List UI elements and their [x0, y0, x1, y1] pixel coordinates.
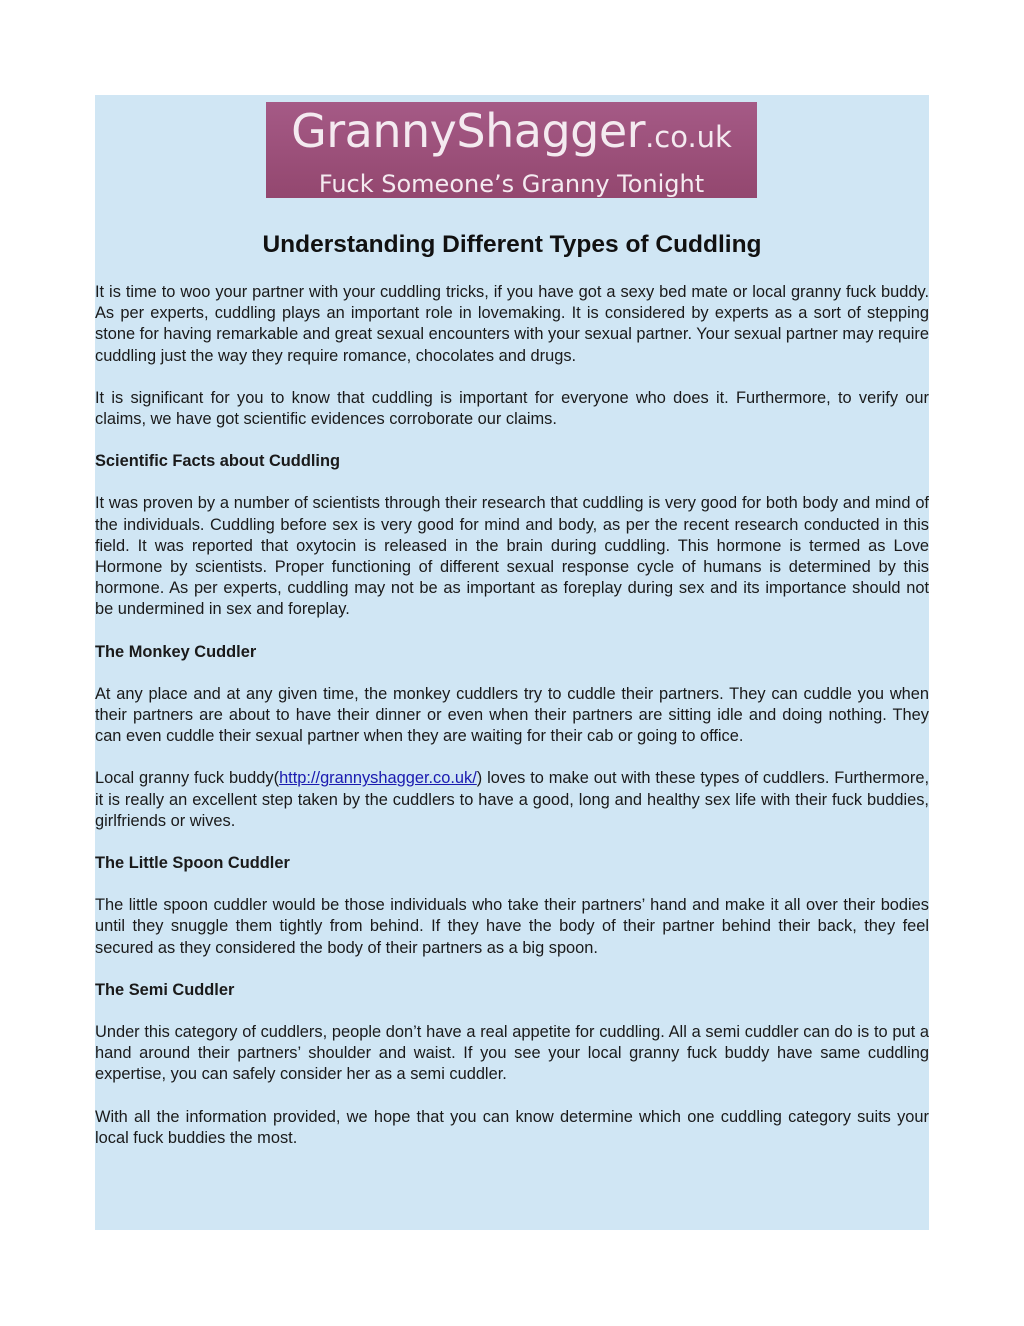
scientific-facts-paragraph: It was proven by a number of scientists through their research that cuddling is very good for both body and mind of the individuals. Cuddling before sex is very good for mind and body, as per the recent research conducted in this field. It was reported that oxytocin is released in the brain during cuddling. This hormone is termed as Love Hormone by scientists. Proper functioning of different sexual response cycle of humans is determined by this hormone. As per experts, cuddling may not be as important as foreplay during sex and its importance should not be undermined in sex and foreplay.	[95, 494, 929, 619]
intro-paragraph-1: It is time to woo your partner with your cuddling tricks, if you have got a sexy bed mate or local granny fuck buddy. As per experts, cuddling plays an important role in lovemaking. It is considered by experts as a sort of stepping stone for having remarkable and great sexual encounters with your sexual partner. Your sexual partner may require cuddling just the way they require romance, chocolates and drugs.	[95, 283, 929, 365]
heading-little-spoon-cuddler: The Little Spoon Cuddler	[95, 854, 290, 873]
document-title: Understanding Different Types of Cuddling	[262, 231, 762, 258]
heading-monkey-cuddler: The Monkey Cuddler	[95, 642, 257, 661]
link-trail-text: ) loves to make out with these types of cuddlers. Furthermore, it is really an excellent step taken by the cuddlers to have a good, long and healthy sex life with their fuck buddies, girlfriends or wives.	[95, 769, 929, 830]
intro-paragraph-2: It is significant for you to know that cuddling is important for everyone who does it. Furthermore, to verify our claims, we have got scientific evidences corroborate our claims.	[95, 388, 929, 429]
semi-cuddler-paragraph: Under this category of cuddlers, people don’t have a real appetite for cuddling. All a semi cuddler can do is to put a hand around their partners’ shoulder and waist. If you see your local granny fuck buddy have same cuddling expertise, you can safely consider her as a semi cuddler.	[95, 1023, 929, 1084]
logo-tagline: Fuck Someone’s Granny Tonight	[318, 170, 705, 198]
monkey-cuddler-paragraph: At any place and at any given time, the monkey cuddlers try to cuddle their partners. They can cuddle you when their partners are about to have their dinner or even when their partners are sitting idle and doing nothing. They can even cuddle their sexual partner when they are waiting for their cab or going to office.	[95, 684, 929, 746]
heading-scientific-facts: Scientific Facts about Cuddling	[95, 452, 340, 471]
link-lead-text: Local granny fuck buddy(	[95, 769, 280, 788]
logo-domain: .co.uk	[645, 120, 732, 154]
granny-buddy-paragraph	[95, 768, 929, 832]
heading-semi-cuddler: The Semi Cuddler	[95, 980, 235, 999]
site-logo-banner	[266, 102, 757, 198]
little-spoon-paragraph: The little spoon cuddler would be those individuals who take their partners’ hand and make it all over their bodies until they snuggle them tightly from behind. If they have the body of their partner behind their back, they feel secured as they considered the body of their partners as a big spoon.	[95, 896, 929, 957]
document-body	[95, 227, 929, 1149]
closing-paragraph: With all the information provided, we hope that you can know determine which one cuddling category suits your local fuck buddies the most.	[95, 1107, 929, 1147]
site-link[interactable]: http://grannyshagger.co.uk/	[279, 769, 477, 788]
logo-name: GrannyShagger	[291, 104, 646, 158]
logo-wordmark	[266, 104, 757, 164]
